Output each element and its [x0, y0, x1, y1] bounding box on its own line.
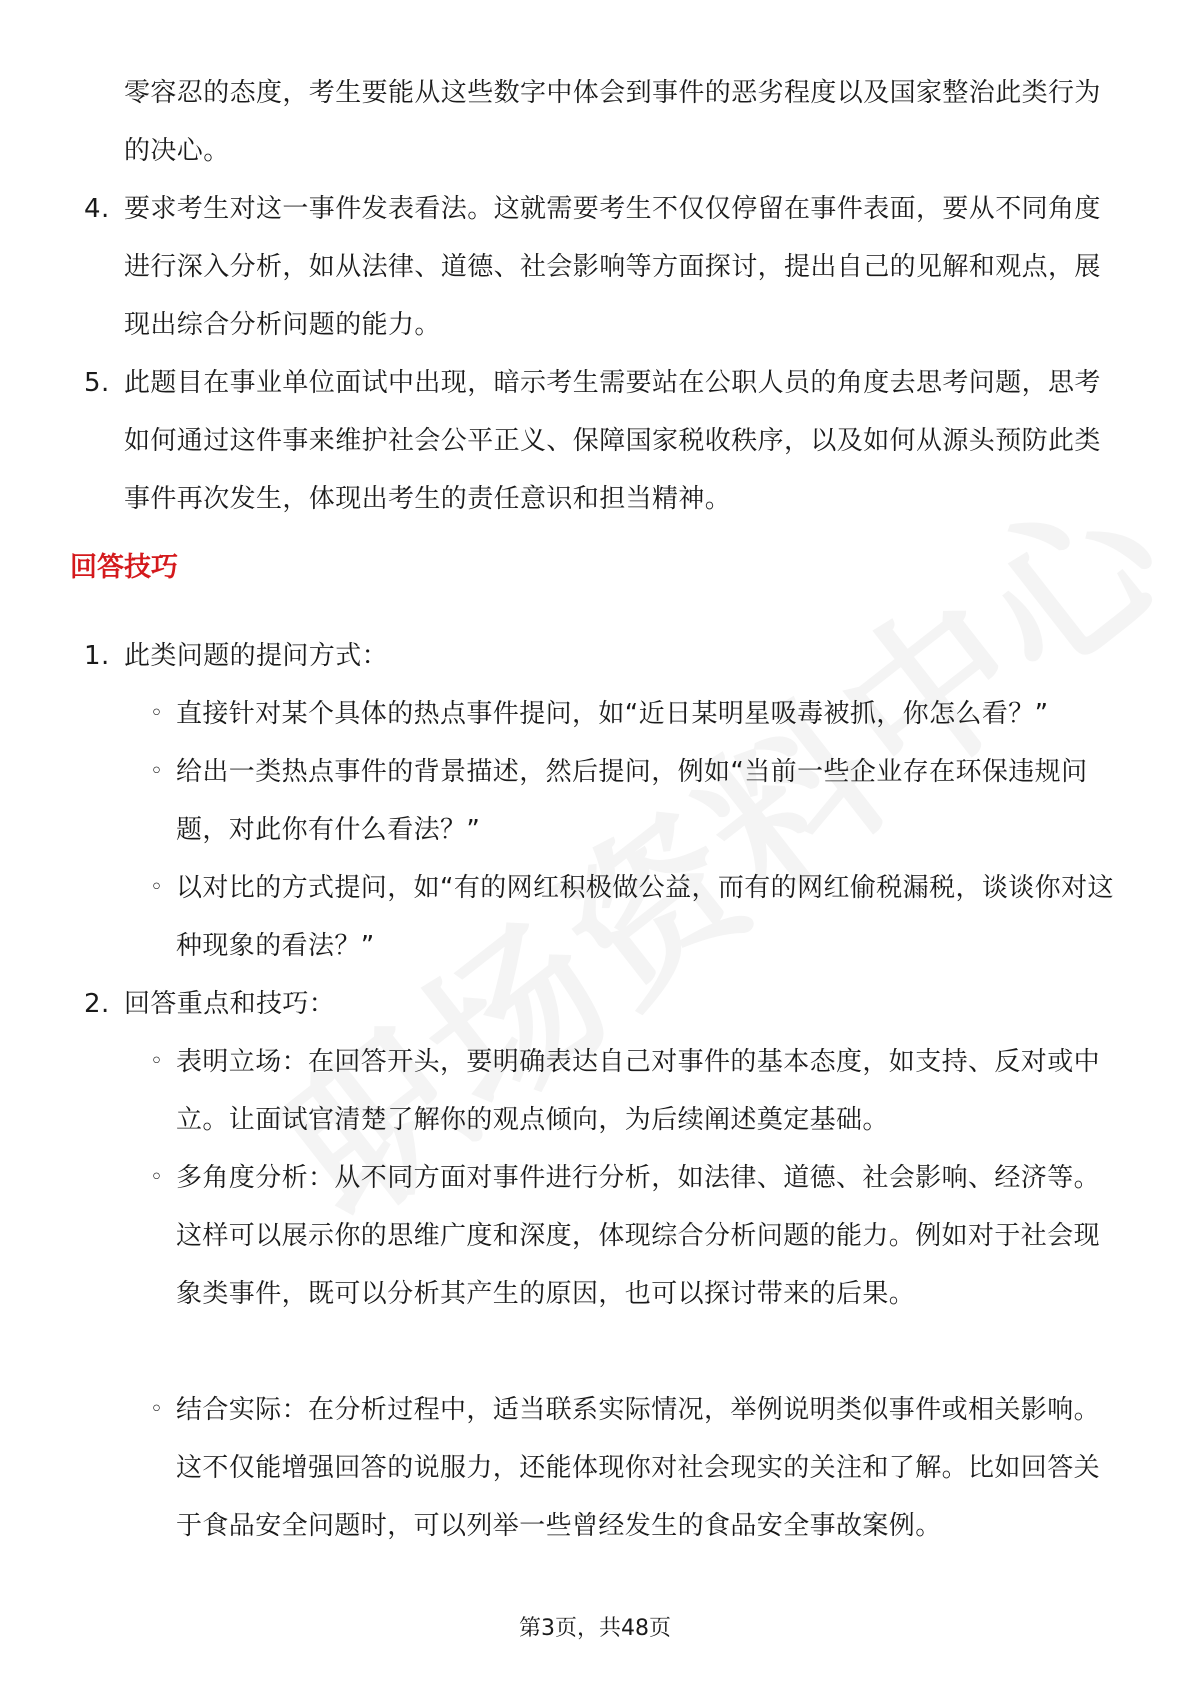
section-title: 回答技巧	[70, 552, 178, 583]
tip-1-subitem-3	[150, 859, 1120, 975]
analysis-item-4	[84, 180, 1114, 354]
bullet-icon: ◦	[150, 759, 164, 784]
item-text: 回答重点和技巧：	[124, 989, 336, 1019]
item-text: 此题目在事业单位面试中出现，暗示考生需要站在公职人员的角度去思考问题，思考如何通过这件事来维护社会公平正义、保障国家税收秩序，以及如何从源头预防此类事件再次发生，体现出考生的责任意识和担当精神。	[124, 368, 1101, 514]
item-text: 要求考生对这一事件发表看法。这就需要考生不仅仅停留在事件表面，要从不同角度进行深入分析，如从法律、道德、社会影响等方面探讨，提出自己的见解和观点，展现出综合分析问题的能力。	[124, 194, 1101, 340]
tip-2-subitem-2	[150, 1149, 1120, 1323]
tip-1-subitem-2	[150, 743, 1120, 859]
subitem-text: 结合实际：在分析过程中，适当联系实际情况，举例说明类似事件或相关影响。这不仅能增强回答的说服力，还能体现你对社会现实的关注和了解。比如回答关于食品安全问题时，可以列举一些曾经发生的食品安全事故案例。	[176, 1395, 1101, 1541]
item-text: 此类问题的提问方式：	[124, 641, 389, 671]
item-number: 4.	[84, 194, 110, 224]
subitem-text: 多角度分析：从不同方面对事件进行分析，如法律、道德、社会影响、经济等。这样可以展示你的思维广度和深度，体现综合分析问题的能力。例如对于社会现象类事件，既可以分析其产生的原因，也可以探讨带来的后果。	[176, 1163, 1101, 1309]
tip-2-subitem-3	[150, 1381, 1120, 1555]
bullet-icon: ◦	[150, 1397, 164, 1422]
subitem-text: 直接针对某个具体的热点事件提问，如“近日某明星吸毒被抓，你怎么看？”	[176, 699, 1049, 729]
bullet-icon: ◦	[150, 701, 164, 726]
item-number: 5.	[84, 368, 110, 398]
subitem-text: 给出一类热点事件的背景描述，然后提问，例如“当前一些企业存在环保违规问题，对此你有什么看法？”	[176, 757, 1088, 845]
bullet-icon: ◦	[150, 1165, 164, 1190]
subitem-text: 表明立场：在回答开头，要明确表达自己对事件的基本态度，如支持、反对或中立。让面试官清楚了解你的观点倾向，为后续阐述奠定基础。	[176, 1047, 1101, 1135]
tip-1-subitem-1	[150, 685, 1120, 743]
page-number-footer: 第3页，共48页	[519, 1616, 671, 1641]
analysis-item-5	[84, 354, 1114, 528]
continuation-paragraph: 零容忍的态度，考生要能从这些数字中体会到事件的恶劣程度以及国家整治此类行为的决心。	[124, 78, 1101, 166]
tip-item-1	[84, 627, 1114, 685]
subitem-text: 以对比的方式提问，如“有的网红积极做公益，而有的网红偷税漏税，谈谈你对这种现象的看法？”	[176, 873, 1114, 961]
item-number: 2.	[84, 989, 110, 1019]
bullet-icon: ◦	[150, 1049, 164, 1074]
tip-item-2	[84, 975, 1114, 1033]
bullet-icon: ◦	[150, 875, 164, 900]
item-number: 1.	[84, 641, 110, 671]
tip-2-subitem-1	[150, 1033, 1120, 1149]
